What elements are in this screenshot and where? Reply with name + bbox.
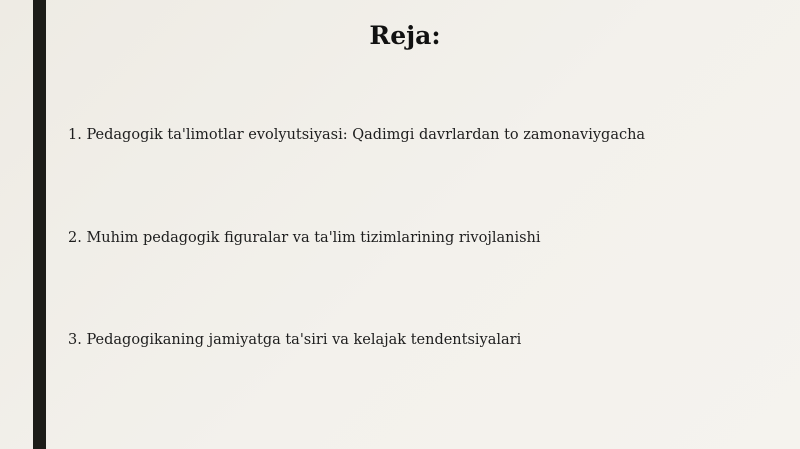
plan-item-3: 3. Pedagogikaning jamiyatga ta'siri va kelajak tendentsiyalari [68, 332, 522, 348]
accent-bar [33, 0, 46, 449]
plan-item-2: 2. Muhim pedagogik figuralar va ta'lim tizimlarining rivojlanishi [68, 230, 541, 246]
plan-item-1: 1. Pedagogik ta'limotlar evolyutsiyasi: Qadimgi davrlardan to zamonaviygacha [68, 127, 646, 143]
slide-title: Reja: [369, 21, 441, 50]
